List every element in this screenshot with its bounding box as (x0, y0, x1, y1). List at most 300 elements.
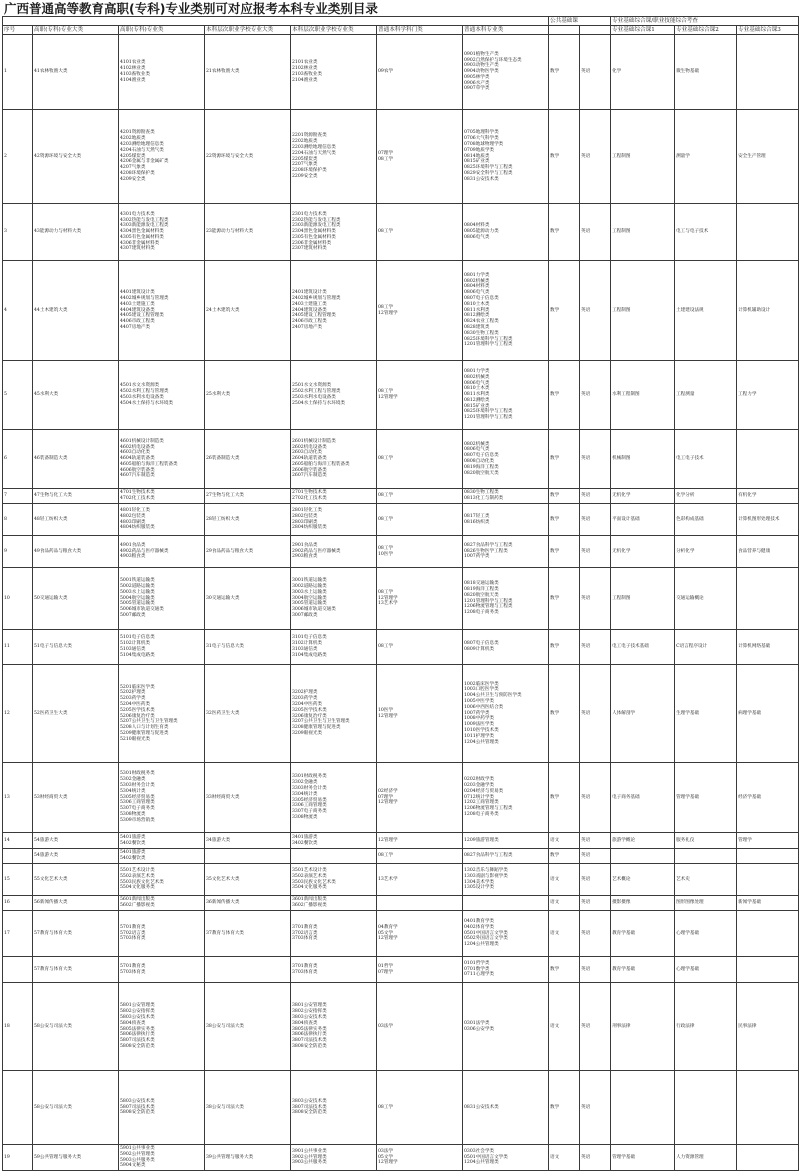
cell-bk-class-line: 2102林业类 (292, 66, 318, 72)
cell-gz-cat: 50交通运输大类 (33, 568, 119, 630)
cell-pt-class-line: 1003口腔医学类 (464, 687, 499, 693)
cell-gz-class-line: 4103畜牧业类 (120, 72, 151, 77)
cell-bk-class-line: 2407房地产类 (292, 324, 323, 330)
cell-bk-class (291, 833, 377, 849)
table-row (3, 849, 799, 864)
cell-gz-class-line: 4701生物技术类 (120, 490, 155, 496)
cell-pt-class-line: 0905林学类 (464, 74, 490, 80)
cell-public-1: 数学 (549, 630, 580, 665)
cell-pt-class-line: 0819海洋工程类 (464, 586, 499, 592)
cell-gz-class-line: 4403土建施工类 (120, 301, 155, 307)
cell-pt-subject-line: 09农学 (378, 69, 394, 75)
cell-gz-class-line: 4305有色金属材料类 (120, 234, 164, 240)
cell-public-1: 数学 (549, 35, 580, 110)
cell-gz-class-line: 4207气象类 (120, 165, 146, 171)
cell-pt-subject (377, 35, 463, 110)
cell-gz-class-line: 4404建筑设备类 (120, 307, 155, 313)
cell-pt-class-line: 0806电气类 (464, 234, 490, 240)
cell-gz-class-line: 5006城市轨道交通类 (120, 607, 164, 613)
cell-special-2: 图形图像处理 (675, 896, 737, 911)
table-row (3, 957, 799, 983)
cell-bk-class-line: 2304黑色金属材料类 (292, 229, 336, 235)
cell-pt-class-line: 1008中药学类 (464, 716, 495, 722)
cell-public-2: 英语 (580, 957, 611, 983)
cell-public-1: 数学 (549, 763, 580, 833)
cell-gz-class-line: 5005管道运输类 (120, 601, 155, 607)
cell-pt-class-line: 0830生物工程类 (464, 490, 499, 496)
cell-pt-class-line: 0204经济与贸易类 (464, 788, 504, 794)
cell-pt-class-line: 0903动物生产类 (464, 63, 499, 69)
cell-pt-subject-line: 12管理学 (378, 936, 398, 942)
cell-gz-class-line: 5801公安管理类 (120, 1003, 155, 1009)
cell-bk-class-line: 3807司法技术类 (292, 1038, 327, 1044)
cell-pt-class-line: 0804材料类 (464, 223, 490, 229)
cell-pt-subject-line: 08工学 (378, 493, 394, 499)
cell-bk-class-line: 3205医学技术类 (292, 707, 327, 713)
cell-pt-class-line: 0906水产类 (464, 80, 490, 86)
cell-gz-class-line: 5808安全防范类 (120, 1043, 155, 1049)
table-row (3, 833, 799, 849)
cell-gz-class (119, 864, 205, 896)
cell-pt-class-line: 0812测绘类 (464, 397, 490, 403)
cell-public-2: 英语 (580, 763, 611, 833)
cell-public-1: 数学 (549, 1071, 580, 1145)
cell-pt-class-line: 0825环境科学与工程类 (464, 165, 513, 171)
header-gz-class: 高职(专科)专业类 (119, 26, 205, 35)
cell-special-3 (737, 35, 799, 110)
table-row (3, 983, 799, 1071)
cell-pt-class-line: 0807电子信息类 (464, 296, 499, 301)
header-sp2: 专业基础综合课2 (675, 26, 737, 35)
cell-pt-subject (377, 763, 463, 833)
cell-bk-class (291, 983, 377, 1071)
cell-bk-cat: 39公共管理与服务大类 (205, 1145, 291, 1171)
cell-pt-subject-line: 08工学 (378, 456, 394, 462)
cell-bk-cat: 24土木建筑大类 (205, 261, 291, 361)
cell-bk-class (291, 1145, 377, 1171)
cell-bk-class-line: 2201资源勘查类 (292, 133, 327, 139)
cell-public-2: 英语 (580, 204, 611, 261)
table-row (3, 35, 799, 110)
cell-pt-subject-line: 12管理学 (378, 800, 398, 806)
cell-pt-class-line: 0709地质学类 (464, 147, 495, 153)
cell-special-3: 计算机图形处理技术 (737, 504, 799, 536)
cell-gz-class-line: 5304统计类 (120, 788, 146, 794)
cell-pt-class (463, 630, 549, 665)
cell-special-3 (737, 957, 799, 983)
cell-bk-class-line: 2401建筑设计类 (292, 290, 327, 296)
cell-bk-class-line: 2103畜牧业类 (292, 72, 323, 77)
cell-bk-class-line: 2702化工技术类 (292, 496, 327, 501)
header-row-group (3, 17, 799, 26)
cell-special-3: 计算机网络基础 (737, 630, 799, 665)
cell-pt-class-line: 1208电子商务类 (464, 610, 499, 616)
cell-pt-subject (377, 568, 463, 630)
cell-pt-class (463, 849, 549, 864)
cell-seq: 19 (3, 1145, 33, 1171)
cell-bk-class-line: 2101农业类 (292, 60, 318, 66)
cell-bk-class (291, 361, 377, 430)
cell-pt-class-line: 0711心理学类 (464, 972, 495, 978)
cell-special-1: 人体解剖学 (611, 665, 675, 763)
cell-pt-class-line: 0203金融学类 (464, 783, 495, 788)
cell-public-2: 英语 (580, 1071, 611, 1145)
cell-pt-subject (377, 489, 463, 504)
cell-bk-class-line: 3003水上运输类 (292, 589, 327, 595)
cell-public-1: 语文 (549, 1145, 580, 1171)
cell-pt-class-line: 1206物流管理与工程类 (464, 806, 513, 812)
cell-gz-class-line: 4503水利水电设备类 (120, 395, 164, 400)
cell-pt-class-line: 1005中医学类 (464, 699, 495, 704)
cell-gz-class-line: 5802公安指挥类 (120, 1009, 155, 1015)
cell-pt-class-line: 0814地质类 (464, 153, 490, 159)
cell-pt-subject-line: 03法学 (378, 1148, 394, 1154)
cell-pt-subject-line: 12管理学 (378, 310, 398, 316)
cell-pt-subject-line: 08工学 (378, 853, 394, 859)
cell-bk-cat: 32医药卫生大类 (205, 665, 291, 763)
cell-special-1: 工程制图 (611, 568, 675, 630)
cell-special-2: 管理学基础 (675, 763, 737, 833)
header-pt-subject: 普通本科学科门类 (377, 26, 463, 35)
cell-bk-class-line: 3501艺术设计类 (292, 867, 327, 873)
cell-bk-class-line: 2207气象类 (292, 162, 318, 168)
cell-gz-class-line: 4302热能与发电工程类 (120, 217, 169, 223)
cell-gz-cat: 42资源环境与安全大类 (33, 110, 119, 204)
header-row (3, 26, 799, 35)
cell-gz-class-line: 4301电力技术类 (120, 211, 155, 217)
cell-gz-class-line: 5201临床医学类 (120, 684, 155, 690)
cell-bk-class-line: 3006城市轨道交通类 (292, 607, 336, 613)
cell-bk-class-line: 3305经济贸易类 (292, 797, 327, 803)
cell-gz-class (119, 630, 205, 665)
cell-special-2: 工程测量 (675, 361, 737, 430)
cell-special-1: 无机化学 (611, 489, 675, 504)
cell-bk-class-line: 2202地质类 (292, 139, 318, 145)
cell-pt-class-line: 0831公安技术类 (464, 176, 499, 182)
cell-seq: 3 (3, 204, 33, 261)
cell-pt-class-line: 0805能源动力类 (464, 229, 499, 235)
cell-public-1: 数学 (549, 568, 580, 630)
cell-special-3: 新闻学基础 (737, 896, 799, 911)
cell-pt-class (463, 568, 549, 630)
cell-gz-class (119, 665, 205, 763)
cell-gz-class-line: 4201资源勘查类 (120, 130, 155, 136)
cell-gz-class-line: 4402城乡规划与管理类 (120, 296, 169, 301)
cell-seq (3, 1071, 33, 1145)
cell-pt-subject-line: 08工学 (378, 389, 394, 395)
cell-bk-class-line: 2802包装类 (292, 513, 318, 519)
cell-pt-class (463, 1071, 549, 1145)
cell-special-1: 工程制图 (611, 261, 675, 361)
cell-public-2: 英语 (580, 430, 611, 489)
cell-bk-class-line: 2404建筑设备类 (292, 307, 327, 313)
cell-gz-class-line: 5601新闻出版类 (120, 897, 155, 903)
cell-pt-class (463, 204, 549, 261)
cell-gz-cat: 56新闻传播大类 (33, 896, 119, 911)
cell-pt-class-line: 0501中国语言文学类 (464, 930, 508, 936)
cell-special-2: 电工电子技术 (675, 430, 737, 489)
cell-public-1: 数学 (549, 504, 580, 536)
cell-bk-class-line: 3207公共卫生与卫生管理类 (292, 719, 350, 725)
cell-bk-class-line: 3206康复治疗类 (292, 713, 327, 719)
cell-gz-class-line: 5806法律执行类 (120, 1032, 155, 1038)
cell-bk-cat: 21农林牧渔大类 (205, 35, 291, 110)
cell-bk-class-line: 3005管道运输类 (292, 601, 327, 607)
cell-bk-class-line: 2303新能源发电工程类 (292, 223, 341, 229)
cell-bk-class-line: 2306非金属材料类 (292, 240, 332, 246)
cell-bk-class-line: 3502表演艺术类 (292, 873, 327, 879)
header-sp1: 专业基础综合课1 (611, 26, 675, 35)
cell-seq: 2 (3, 110, 33, 204)
cell-pt-subject-line: 08工学 (378, 304, 394, 310)
cell-gz-class-line: 4303新能源发电工程类 (120, 223, 169, 229)
cell-public-2: 英语 (580, 504, 611, 536)
cell-bk-cat: 34旅游大类 (205, 833, 291, 849)
cell-public-1: 数学 (549, 110, 580, 204)
cell-special-2: 心理学基础 (675, 957, 737, 983)
cell-bk-cat: 36新闻传播大类 (205, 896, 291, 911)
cell-seq: 15 (3, 864, 33, 896)
cell-bk-class-line: 2602机电设备类 (292, 444, 327, 450)
cell-pt-class-line: 0820航空航天类 (464, 470, 499, 476)
cell-bk-class (291, 430, 377, 489)
cell-special-2: 电工与电子技术 (675, 204, 737, 261)
cell-pt-class-line: 1302音乐与舞蹈学类 (464, 867, 508, 873)
cell-gz-cat: 41农林牧渔大类 (33, 35, 119, 110)
cell-bk-class-line: 2701生物技术类 (292, 490, 327, 496)
cell-pt-class-line: 1304美术学类 (464, 879, 495, 885)
cell-pt-class (463, 983, 549, 1071)
cell-seq: 9 (3, 536, 33, 568)
cell-gz-class-line: 5402餐饮类 (120, 856, 146, 861)
table-row (3, 536, 799, 568)
cell-pt-class-line: 1007药学类 (464, 710, 490, 716)
cell-bk-class-line: 3806法律执行类 (292, 1032, 327, 1038)
cell-bk-class-line: 2801轻化工类 (292, 507, 323, 513)
cell-special-1: 平面设计基础 (611, 504, 675, 536)
cell-bk-class-line: 3308物流类 (292, 814, 318, 820)
cell-bk-class-line: 2502水利工程与管理类 (292, 389, 341, 395)
cell-pt-subject-line: 08工学 (378, 589, 394, 595)
cell-gz-class (119, 911, 205, 957)
cell-pt-class-line: 0824农业工程类 (464, 319, 499, 325)
cell-bk-class-line: 2405建设工程管理类 (292, 313, 336, 319)
cell-public-1: 语文 (549, 983, 580, 1071)
cell-gz-class-line: 5805法律实务类 (120, 1026, 155, 1032)
cell-gz-cat: 43能源动力与材料大类 (33, 204, 119, 261)
cell-bk-class-line: 2302热能与发电工程类 (292, 217, 341, 223)
cell-bk-cat: 27生物与化工大类 (205, 489, 291, 504)
cell-special-2: 土建建设法规 (675, 261, 737, 361)
cell-bk-cat (205, 957, 291, 983)
cell-pt-class (463, 864, 549, 896)
table-row (3, 763, 799, 833)
cell-seq: 13 (3, 763, 33, 833)
cell-bk-class-line: 2204石油与天然气类 (292, 150, 336, 156)
cell-special-3: 食品营养与健康 (737, 536, 799, 568)
cell-special-1: 电子商务基础 (611, 763, 675, 833)
cell-pt-class-line: 0802机械类 (464, 278, 490, 284)
cell-bk-class-line: 3703体育类 (292, 969, 318, 975)
cell-pt-class-line: 0706大气科学类 (464, 136, 499, 142)
cell-pt-class-line: 0306公安学类 (464, 1026, 495, 1032)
cell-bk-class (291, 864, 377, 896)
cell-pt-class (463, 1145, 549, 1171)
cell-pt-subject-line: 08工学 (378, 156, 394, 162)
cell-pt-class-line: 0902自然保护与环境生态类 (464, 57, 522, 63)
cell-special-2 (675, 849, 737, 864)
table-row (3, 204, 799, 261)
table-row (3, 504, 799, 536)
cell-bk-cat: 30交通运输大类 (205, 568, 291, 630)
cell-public-2: 英语 (580, 665, 611, 763)
cell-gz-class-line: 5104集成电路类 (120, 652, 155, 658)
cell-pt-class-line: 0801力学类 (464, 368, 490, 374)
cell-special-2: 化学分析 (675, 489, 737, 504)
cell-bk-class (291, 896, 377, 911)
cell-bk-class (291, 763, 377, 833)
cell-public-1: 数学 (549, 204, 580, 261)
cell-special-3 (737, 864, 799, 896)
table-row (3, 489, 799, 504)
cell-pt-subject-line: 05文学 (378, 1154, 394, 1160)
cell-pt-class (463, 110, 549, 204)
cell-bk-class-line: 3209眼视光类 (292, 730, 323, 736)
cell-special-2: 行政法律 (675, 983, 737, 1071)
cell-special-1: 工程制图 (611, 110, 675, 204)
cell-gz-class-line: 5204中医药类 (120, 701, 151, 707)
cell-gz-cat: 46装备制造大类 (33, 430, 119, 489)
cell-gz-class-line: 5007邮政类 (120, 612, 146, 618)
cell-gz-class-line: 4209安全类 (120, 176, 146, 182)
cell-bk-class (291, 110, 377, 204)
cell-gz-class-line: 4306非金属材料类 (120, 240, 160, 246)
cell-bk-class (291, 1071, 377, 1145)
cell-gz-class (119, 489, 205, 504)
cell-pt-subject (377, 204, 463, 261)
cell-gz-class-line: 4903粮食类 (120, 554, 146, 560)
cell-public-2: 英语 (580, 536, 611, 568)
cell-bk-class-line: 3805法律实务类 (292, 1026, 327, 1032)
cell-bk-class-line: 3701教育类 (292, 963, 318, 969)
cell-bk-class-line: 3303财务会计类 (292, 785, 327, 791)
cell-bk-class (291, 849, 377, 864)
cell-public-1: 数学 (549, 536, 580, 568)
cell-pt-subject-line: 08工学 (378, 229, 394, 235)
cell-bk-class-line: 3007邮政类 (292, 612, 318, 618)
cell-bk-class (291, 261, 377, 361)
cell-bk-class-line: 3803公安技术类 (292, 1098, 327, 1104)
cell-gz-class-line: 4405建设工程管理类 (120, 313, 164, 319)
cell-bk-class-line: 3101电子信息类 (292, 635, 327, 641)
cell-bk-class-line: 3104集成电路类 (292, 652, 327, 658)
cell-bk-cat: 28轻工纺织大类 (205, 504, 291, 536)
cell-gz-class-line: 5302金融类 (120, 777, 146, 783)
cell-gz-class-line: 5307电子商务类 (120, 806, 155, 812)
cell-bk-class-line: 3808安全防范类 (292, 1110, 327, 1116)
cell-bk-class-line: 3804侦查类 (292, 1020, 318, 1026)
cell-bk-class-line: 3102计算机类 (292, 641, 323, 647)
cell-gz-class-line: 5101电子信息类 (120, 635, 155, 641)
cell-gz-class-line: 4502水利工程与管理类 (120, 389, 169, 395)
cell-public-2: 英语 (580, 489, 611, 504)
cell-gz-class-line: 5503民族文化艺术类 (120, 879, 164, 885)
cell-pt-class-line: 0807电子信息类 (464, 453, 499, 459)
cell-pt-class-line: 0301法学类 (464, 1020, 490, 1026)
cell-pt-subject-line: 10医学 (378, 551, 394, 557)
cell-bk-class-line: 2501水文水资源类 (292, 383, 332, 389)
cell-gz-cat: 57教育与体育大类 (33, 911, 119, 957)
cell-special-1: 无机化学 (611, 536, 675, 568)
cell-public-2: 英语 (580, 833, 611, 849)
cell-gz-class-line: 5002道路运输类 (120, 584, 155, 589)
cell-bk-class (291, 568, 377, 630)
cell-pt-class-line: 0815矿业类 (464, 159, 490, 165)
cell-bk-class (291, 911, 377, 957)
cell-bk-cat: 22资源环境与安全大类 (205, 110, 291, 204)
cell-pt-subject-line: 05文学 (378, 930, 394, 936)
cell-gz-class (119, 1071, 205, 1145)
cell-pt-subject-line: 08工学 (378, 516, 394, 522)
table-row (3, 568, 799, 630)
cell-seq: 16 (3, 896, 33, 911)
cell-special-1: 教育学基础 (611, 911, 675, 957)
table-row (3, 911, 799, 957)
cell-pt-class-line: 0401教育学类 (464, 919, 495, 924)
cell-bk-class-line: 2601机械设计制造类 (292, 438, 336, 444)
cell-bk-class (291, 504, 377, 536)
cell-public-2: 英语 (580, 896, 611, 911)
cell-public-2: 英语 (580, 849, 611, 864)
cell-gz-cat: 44土木建筑大类 (33, 261, 119, 361)
cell-special-3 (737, 911, 799, 957)
cell-pt-class-line: 0705地理科学类 (464, 130, 499, 136)
cell-special-2: 交通运输概论 (675, 568, 737, 630)
cell-pt-subject (377, 911, 463, 957)
cell-pt-subject-line: 12管理学 (378, 395, 398, 400)
cell-special-2: 色彩构成基础 (675, 504, 737, 536)
cell-special-2: 分析化学 (675, 536, 737, 568)
cell-pt-class-line: 0829安全科学与工程类 (464, 170, 513, 176)
cell-bk-class-line: 3302金融类 (292, 780, 318, 786)
cell-pt-class (463, 957, 549, 983)
cell-pt-subject-line: 12管理学 (378, 1160, 398, 1166)
cell-pt-subject-line: 01哲学 (378, 963, 394, 969)
cell-public-1: 数学 (549, 261, 580, 361)
cell-pt-class-line: 0502外国语言文学类 (464, 936, 508, 942)
cell-special-2 (675, 1071, 737, 1145)
cell-pt-class-line: 0830生物工程类 (464, 330, 499, 336)
cell-gz-class (119, 361, 205, 430)
cell-bk-class-line: 3808安全防范类 (292, 1043, 327, 1049)
cell-bk-class-line: 3903公共服务类 (292, 1160, 327, 1166)
cell-gz-class (119, 110, 205, 204)
cell-pt-class-line: 1305设计学类 (464, 885, 495, 891)
cell-bk-class-line: 3801公安管理类 (292, 1003, 327, 1009)
cell-seq: 14 (3, 833, 33, 849)
header-bk-class: 本科层次职业学校专业类 (291, 26, 377, 35)
cell-pt-subject-line: 07理学 (378, 150, 394, 156)
cell-pt-class (463, 489, 549, 504)
cell-seq: 18 (3, 983, 33, 1071)
cell-pt-class-line: 1004公共卫生与预防医学类 (464, 693, 522, 699)
cell-special-1: 旅游学概论 (611, 833, 675, 849)
cell-pt-class-line: 1201管理科学与工程类 (464, 598, 513, 604)
cell-pt-class-line: 0806电气类 (464, 290, 490, 296)
cell-pt-class-line: 0701数学类 (464, 966, 490, 972)
cell-gz-class-line: 4203测绘地理信息类 (120, 142, 164, 147)
cell-pt-class-line: 0907草学类 (464, 86, 490, 92)
